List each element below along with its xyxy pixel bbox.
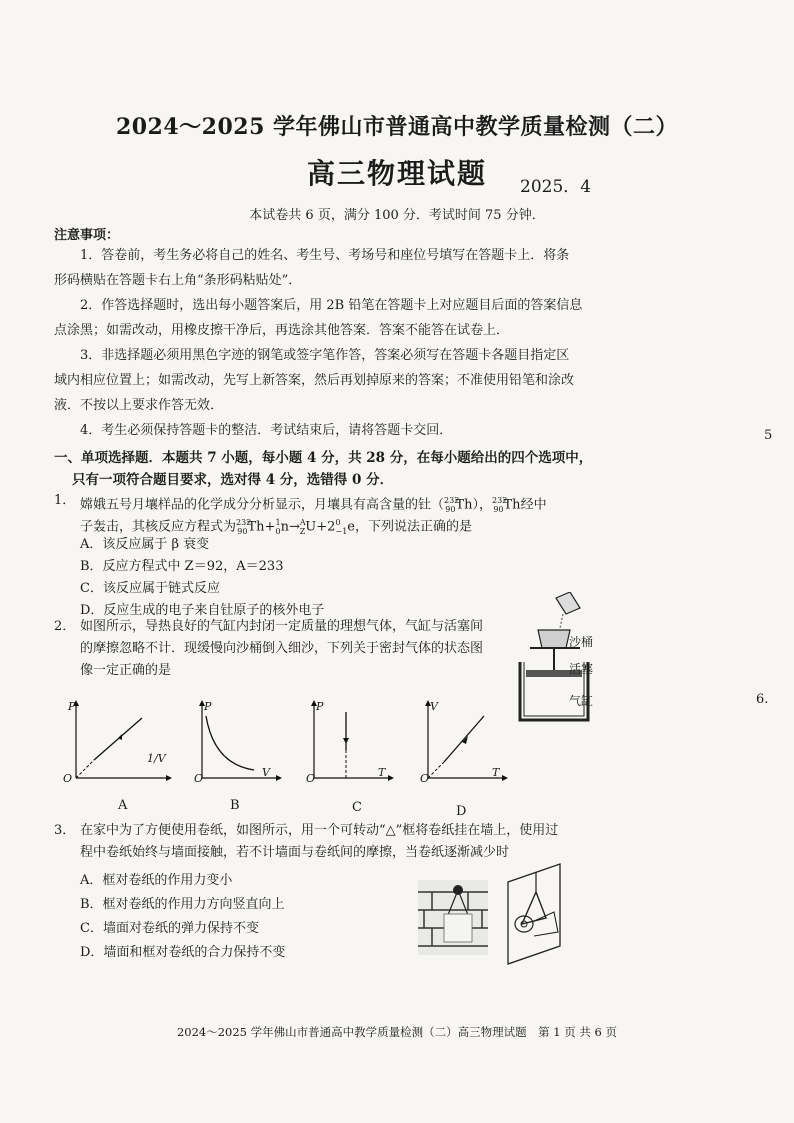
section-heading-line1: 一、单项选择题．本题共 7 小题，每小题 4 分，共 28 分，在每小题给出的四个选项中， bbox=[54, 450, 593, 466]
question-3-line2: 程中卷纸始终与墙面接触，若不计墙面与卷纸间的摩擦，当卷纸逐渐减少时 bbox=[80, 845, 510, 860]
label-cylinder: 气缸 bbox=[569, 694, 594, 708]
option-d: D．墙面和框对卷纸的合力保持不变 bbox=[80, 945, 286, 960]
th-symbol: Th bbox=[455, 497, 473, 513]
holder-diagram bbox=[500, 862, 582, 966]
option-a: A．框对卷纸的作用力变小 bbox=[80, 873, 233, 888]
n-mass-number: 1 bbox=[275, 518, 281, 527]
question-2-line1: 如图所示，导热良好的气缸内封闭一定质量的理想气体，气缸与活塞间 bbox=[80, 619, 484, 634]
graph-a-x-label: 1/V bbox=[147, 752, 166, 765]
note-line: 形码横贴在答题卡右上角“条形码粘贴处”． bbox=[54, 273, 302, 288]
exam-date: 2025．4 bbox=[520, 177, 592, 197]
note-line: 2．作答选择题时，选出每小题答案后，用 2B 铅笔在答题卡上对应题目后面的答案信息 bbox=[80, 298, 583, 313]
u-symbol: U bbox=[305, 519, 317, 535]
e-mass-number: 0 bbox=[335, 518, 341, 527]
question-1 bbox=[0, 490, 794, 618]
question-3-line1: 在家中为了方便使用卷纸，如图所示，用一个可转动“△”框将卷纸挂在墙上，使用过 bbox=[80, 823, 559, 838]
option-a: A．该反应属于 β 衰变 bbox=[80, 537, 210, 552]
th-mass-number: 232 bbox=[236, 518, 252, 527]
paper-roll-icon bbox=[444, 914, 472, 942]
exam-subtitle: 高三物理试题 bbox=[306, 157, 487, 190]
note-line: 域内相应位置上；如需改动，先写上新答案，然后再划掉原来的答案；不准使用铅笔和涂改 bbox=[54, 373, 575, 388]
graph-a-caption: A bbox=[118, 798, 128, 813]
n-atomic-number: 0 bbox=[275, 526, 281, 536]
th-atomic-number: 90 bbox=[445, 504, 456, 514]
sand-bucket-icon bbox=[538, 630, 570, 648]
graph-c-x-label: T bbox=[378, 766, 386, 779]
reaction-arrow: → bbox=[289, 519, 300, 535]
th-symbol: Th bbox=[503, 497, 521, 513]
option-d: D．反应生成的电子来自钍原子的核外电子 bbox=[80, 603, 325, 618]
page-footer: 2024～2025 学年佛山市普通高中教学质量检测（二）高三物理试题 第 1 页 共 6 页 bbox=[176, 1025, 618, 1039]
th-mass-number: 232 bbox=[444, 496, 460, 505]
plus-sign: + bbox=[264, 519, 276, 535]
exam-title: 2024～2025 学年佛山市普通高中教学质量检测（二） bbox=[115, 114, 679, 140]
th-symbol: Th bbox=[247, 519, 265, 535]
graph-a-y-label: P bbox=[68, 700, 76, 713]
q1-text: ）， bbox=[472, 497, 493, 513]
graph-d-line bbox=[444, 716, 484, 762]
graph-d-x-label: T bbox=[492, 766, 500, 779]
question-2-line3: 像一定正确的是 bbox=[80, 663, 172, 678]
label-piston: 活塞 bbox=[569, 662, 594, 676]
th-mass-number: 232 bbox=[492, 496, 508, 505]
notes-title: 注意事项： bbox=[54, 228, 120, 243]
option-c: C．墙面对卷纸的弹力保持不变 bbox=[80, 921, 259, 936]
section-heading-line2: 只有一项符合题目要求，选对得 4 分，选错得 0 分． bbox=[72, 472, 394, 488]
th-atomic-number: 90 bbox=[493, 504, 504, 514]
graph-b-curve bbox=[206, 716, 254, 770]
option-b: B．反应方程式中 Z＝92，A＝233 bbox=[80, 559, 284, 574]
graph-b-y-label: P bbox=[204, 700, 212, 713]
graph-a-line bbox=[94, 718, 142, 760]
graph-c-origin: O bbox=[306, 772, 316, 785]
question-number: 2． bbox=[54, 619, 76, 634]
graph-b-origin: O bbox=[194, 772, 204, 785]
graph-b-x-label: V bbox=[262, 766, 270, 779]
margin-mark: 6. bbox=[756, 692, 769, 707]
graph-a-origin: O bbox=[63, 772, 73, 785]
sand-cup-icon bbox=[556, 592, 580, 614]
graph-d-y-label: V bbox=[430, 700, 438, 713]
question-number: 1． bbox=[54, 493, 76, 508]
question-number: 3． bbox=[54, 823, 76, 838]
q1-text: 经中 bbox=[520, 497, 547, 513]
e-charge-number: −1 bbox=[335, 526, 348, 536]
exam-info: 本试卷共 6 页，满分 100 分．考试时间 75 分钟． bbox=[249, 208, 545, 223]
graph-d-origin: O bbox=[420, 772, 430, 785]
plus-sign: +2 bbox=[316, 519, 336, 535]
note-line: 点涂黑；如需改动，用橡皮擦干净后，再选涂其他答案．答案不能答在试卷上． bbox=[54, 323, 510, 338]
question-2-line2: 的摩擦忽略不计．现缓慢向沙桶倒入细沙，下列关于密封气体的状态图 bbox=[80, 641, 484, 656]
graph-c-caption: C bbox=[352, 800, 362, 815]
graph-c-y-label: P bbox=[316, 700, 324, 713]
wall-icon bbox=[508, 864, 560, 964]
th-atomic-number: 90 bbox=[237, 526, 248, 536]
wall-brick-figure bbox=[418, 880, 488, 955]
u-mass-number: A bbox=[299, 518, 306, 527]
graph-a bbox=[62, 698, 172, 788]
graph-b-caption: B bbox=[230, 798, 240, 813]
note-line: 1．答卷前，考生务必将自己的姓名、考生号、考场号和座位号填写在答题卡上．将条 bbox=[80, 248, 570, 263]
label-sand-bucket: 沙桶 bbox=[569, 635, 594, 649]
u-atomic-number: Z bbox=[299, 526, 306, 536]
option-c: C．该反应属于链式反应 bbox=[80, 581, 220, 596]
section-heading bbox=[54, 447, 614, 491]
note-line: 液．不按以上要求作答无效． bbox=[54, 398, 224, 413]
note-line: 3．非选择题必须用黑色字迹的钢笔或签字笔作答，答案必须写在答题卡各题目指定区 bbox=[80, 348, 570, 363]
question-3 bbox=[0, 820, 794, 970]
n-symbol: n bbox=[280, 519, 289, 535]
margin-mark: 5 bbox=[764, 428, 773, 443]
q1-text: 子轰击，其核反应方程式为 bbox=[80, 519, 237, 535]
q1-text: 嫦娥五号月壤样品的化学成分分析显示，月壤具有高含量的钍（ bbox=[80, 497, 445, 513]
graph-d-caption: D bbox=[456, 804, 467, 819]
q1-text: ，下列说法正确的是 bbox=[354, 519, 472, 535]
note-line: 4．考生必须保持答题卡的整洁．考试结束后，请将答题卡交回． bbox=[80, 423, 453, 438]
triangle-frame-icon bbox=[522, 892, 546, 924]
e-symbol: e bbox=[347, 519, 355, 535]
option-b: B．框对卷纸的作用力方向竖直向上 bbox=[80, 897, 285, 912]
